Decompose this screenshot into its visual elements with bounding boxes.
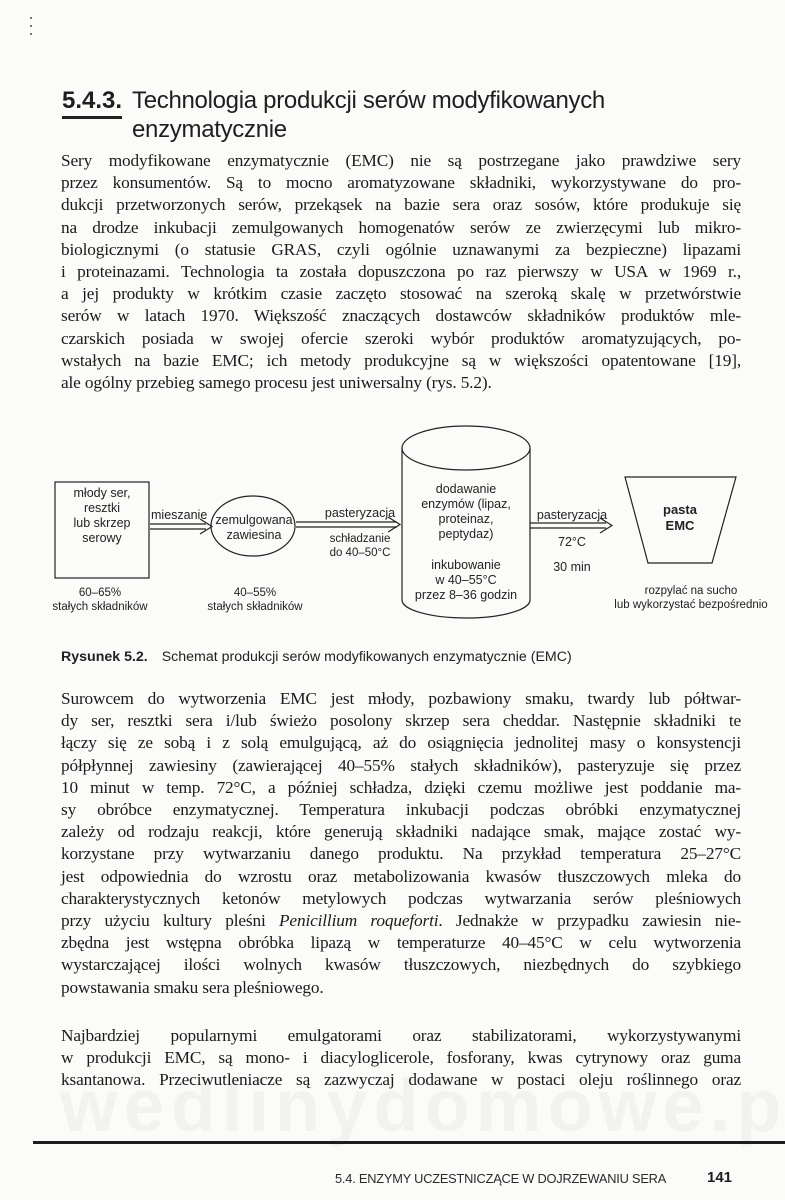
trapezoid-emc-paste-label: pasta EMC [663, 502, 697, 533]
box-raw-cheese-note: 60–65% stałych składników [52, 587, 148, 613]
arrow-time-label: 30 min [553, 560, 591, 574]
process-diagram [40, 420, 785, 635]
box-raw-cheese-label: młody ser, resztki lub skrzep serowy [73, 486, 131, 545]
scan-speck [30, 33, 32, 35]
cylinder-incubation-label: inkubowanie w 40–55°C przez 8–36 godzin [414, 558, 518, 602]
species-name: Penicillium roqueforti [279, 911, 439, 931]
text-line: czarskich posiada w swojej ofercie szeroki wybór produktów aromatyzujących, po- [61, 328, 741, 348]
text-line: Sery modyfikowane enzymatycznie (EMC) nie są postrzegane jako prawdziwe sery [61, 151, 741, 170]
text-line: biologicznymi (o statusie GRAS, czyli ogólnie uznawanymi za bezpieczne) lipazami [61, 239, 741, 259]
text-line: jest odpowiednia do wzrostu oraz metabolizowania kwasów tłuszczowych mleka do [61, 866, 741, 886]
text-line: powstawania smaku sera pleśniowego. [61, 977, 324, 997]
paragraph-process [61, 688, 741, 999]
arrow-mixing-label: mieszanie [151, 508, 208, 522]
text-line: półpłynnej zawiesiny (zawierającej 40–55% stałych składników), pasteryzuje się przez [61, 755, 741, 775]
text-line: charakterystycznych ketonów metylowych podczas wytwarzania serów pleśniowych [61, 888, 741, 908]
footer-rule [33, 1141, 785, 1144]
section-number: 5.4.3. [62, 86, 122, 119]
watermark [60, 1063, 785, 1148]
text-line: ksantanowa. Przeciwutleniacze są zazwyczaj dodawane w postaci oleju roślinnego oraz [61, 1070, 741, 1090]
trapezoid-emc-paste-note: rozpylać na sucho lub wykorzystać bezpośrednio [614, 585, 768, 611]
text-line: zależy od rodzaju reakcji, które generują składniki nadające smak, mające zostać wy- [61, 822, 741, 842]
cylinder-enzymes-label: dodawanie enzymów (lipaz, proteinaz, peptydaz) [421, 482, 511, 541]
text-line: na drodze inkubacji zemulgowanych homogenatów serów ze zwierzęcymi lub mikro- [61, 217, 741, 237]
text-line: łączy się ze sobą i z solą emulgującą, aż do osiągnięcia jednolitej masy o konsystencji [61, 733, 741, 753]
text-line: zbędna jest wstępna obróbka lipazą w temperaturze 40–45°C w celu wytworzenia [61, 933, 741, 953]
figure-caption-text: Schemat produkcji serów modyfikowanych enzymatycznie (EMC) [161, 649, 572, 665]
ellipse-emulsion-note: 40–55% stałych składników [207, 587, 303, 613]
arrow-pasteurization-label: pasteryzacja [324, 506, 396, 520]
text-line: serów w latach 1970. Większość znaczących dostawców składników produktów mle- [61, 306, 741, 326]
scan-speck [30, 25, 32, 27]
figure-caption-label: Rysunek 5.2. [61, 649, 148, 665]
section-title: Technologia produkcji serów modyfikowanych enzymatycznie [132, 87, 605, 143]
text-line: przy użyciu kultury pleśni Penicillium roqueforti. Jednakże w przypadku zawiesin nie- [61, 911, 741, 931]
scan-speck [30, 17, 32, 19]
text-line: korzystane przy wytwarzaniu danego produktu. Na przykład temperatura 25–27°C [61, 844, 741, 864]
text-line: 10 minut w temp. 72°C, a później schładza, dzięki czemu możliwe jest poddanie ma- [61, 777, 741, 797]
arrow-final-pasteurization-label: pasteryzacja [536, 508, 608, 522]
paragraph-intro [61, 150, 741, 394]
text-line: wystarczającej ilości wolnych kwasów tłuszczowych, niezbędnych do szybkiego [61, 955, 741, 975]
running-head: 5.4. ENZYMY UCZESTNICZĄCE W DOJRZEWANIU SERA [335, 1171, 667, 1186]
arrow-cooling-label: schładzanie do 40–50°C [329, 533, 391, 559]
page-number: 141 [707, 1169, 733, 1186]
text-line: dy ser, resztki sera i/lub świeżo posolony skrzep sera cheddar. Następnie składniki te [61, 711, 741, 731]
text-line: wstałych na bazie EMC; ich metody produkcyjne są w większości opatentowane [19], [61, 350, 741, 370]
text-line: Najbardziej popularnymi emulgatorami oraz stabilizatorami, wykorzystywanymi [61, 1026, 741, 1045]
figure-caption [61, 649, 572, 665]
text-line: a jej produkty w krótkim czasie zaczęto stosować na szeroką skalę w przetwórstwie [61, 284, 741, 304]
text-line: i proteinazami. Technologia ta została dopuszczona po raz pierwszy w USA w 1969 r., [61, 262, 741, 282]
arrow-temperature-label: 72°C [558, 535, 586, 549]
text-line: w produkcji EMC, są mono- i diacyloglicerole, fosforany, kwas cytrynowy oraz guma [61, 1048, 741, 1068]
ellipse-emulsion-label: zemulgowana zawiesina [215, 513, 293, 542]
text-line: Surowcem do wytworzenia EMC jest młody, pozbawiony smaku, twardy lub półtwar- [61, 689, 741, 708]
text-line: sy obróbce enzymatycznej. Temperatura inkubacji podczas obróbki enzymatycznej [61, 800, 741, 820]
text-line: ale ogólny przebieg samego procesu jest uniwersalny (rys. 5.2). [61, 373, 492, 393]
text-line: dukcji przetworzonych serów, przekąsek na bazie sera oraz sosów, które produkuje się [61, 195, 741, 215]
text-line: przez konsumentów. Są to mocno aromatyzowane składniki, wykorzystywane do pro- [61, 173, 741, 193]
